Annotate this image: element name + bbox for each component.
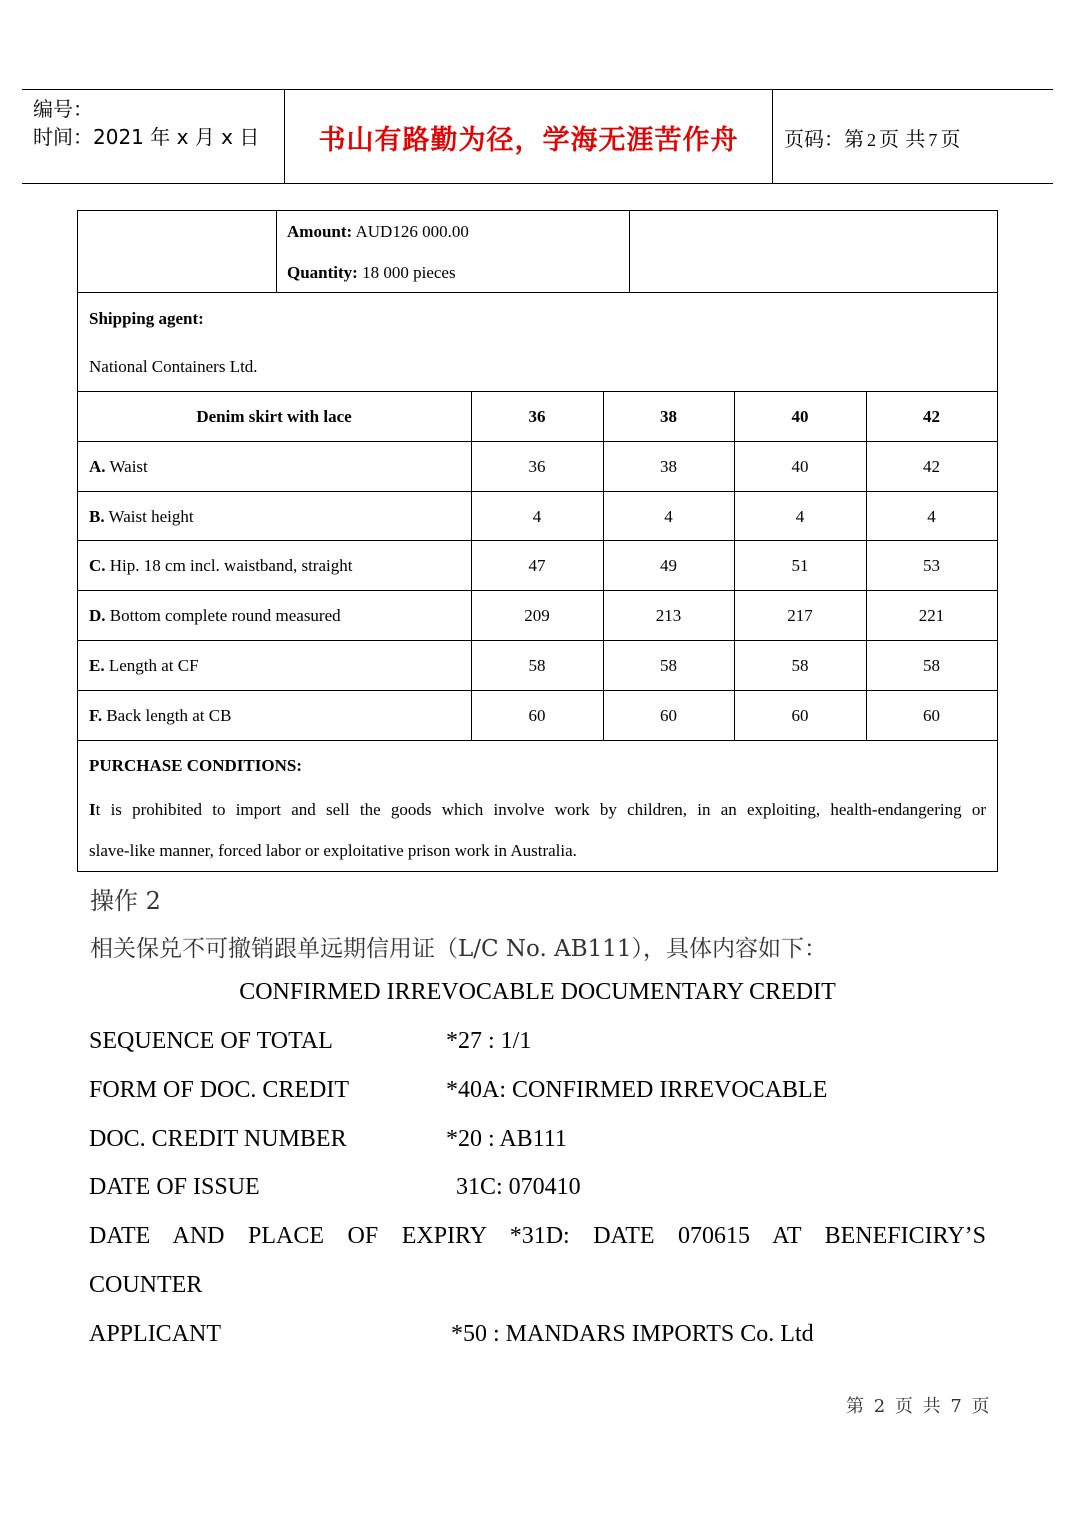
measurement-value: 60: [923, 706, 940, 725]
measurement-value: 60: [791, 706, 809, 725]
purchase-conditions-line2: slave-like manner, forced labor or exploitative prison work in Australia.: [89, 841, 577, 860]
field-value: *50 : MANDARS IMPORTS Co. Ltd: [451, 1321, 814, 1347]
size-header: 42: [923, 407, 940, 426]
measurement-value: 51: [791, 556, 809, 575]
size-header: 36: [528, 407, 546, 426]
measurement-value: 38: [660, 457, 677, 476]
measurement-value: 4: [927, 507, 936, 526]
field-label: DATE OF ISSUE: [89, 1174, 260, 1200]
field-label: FORM OF DOC. CREDIT: [89, 1077, 350, 1103]
header-meta: [22, 90, 284, 183]
quantity-line: [287, 263, 456, 283]
measurement-value: 209: [524, 606, 550, 625]
measurement-value: 221: [918, 606, 945, 625]
measurement-code: A.: [89, 457, 106, 476]
purchase-first-letter: I: [89, 800, 96, 819]
measurement-label: [89, 706, 231, 726]
measurement-value: 58: [660, 656, 677, 675]
measurement-value: 58: [923, 656, 940, 675]
amount-value: AUD126 000.00: [355, 222, 469, 241]
field-label: DOC. CREDIT NUMBER: [89, 1126, 347, 1152]
size-header: 38: [660, 407, 677, 426]
purchase-conditions-line1: [89, 800, 986, 820]
purchase-conditions-heading: PURCHASE CONDITIONS:: [89, 756, 302, 775]
measurement-name: Hip. 18 cm incl. waistband, straight: [109, 556, 353, 575]
measurement-value: 47: [528, 556, 546, 575]
measurement-value: 58: [791, 656, 809, 675]
measurement-value: 40: [791, 457, 809, 476]
page-footer: 第 2 页 共 7 页: [846, 1396, 992, 1417]
measurement-name: Bottom complete round measured: [109, 606, 341, 625]
field-value: *20 : AB111: [446, 1126, 567, 1152]
page-mid: 页 共: [879, 127, 926, 151]
measurement-name: Waist height: [108, 507, 194, 526]
measurement-label: [89, 507, 194, 527]
field-label: SEQUENCE OF TOTAL: [89, 1028, 333, 1054]
measurement-value: 217: [787, 606, 813, 625]
measurement-name: Waist: [109, 457, 148, 476]
order-table: [77, 210, 998, 872]
measurement-name: Back length at CB: [106, 706, 232, 725]
motto: 书山有路勤为径，学海无涯苦作舟: [318, 125, 739, 156]
measurement-value: 4: [664, 507, 673, 526]
amount-label: Amount:: [287, 222, 353, 241]
measurement-label: [89, 556, 352, 576]
measurement-code: B.: [89, 507, 105, 526]
size-header: 40: [791, 407, 809, 426]
field-value: *27 : 1/1: [446, 1028, 532, 1054]
field-value: 31C: 070410: [456, 1174, 581, 1200]
measurement-code: C.: [89, 556, 106, 575]
measurement-label: [89, 606, 341, 626]
size-table-title: Denim skirt with lace: [196, 407, 352, 426]
measurement-value: 36: [528, 457, 546, 476]
measurement-value: 213: [655, 606, 682, 625]
page-suffix: 页: [940, 127, 961, 151]
shipping-agent-value: National Containers Ltd.: [89, 357, 258, 376]
purchase-line1-text: t is prohibited to import and sell the goods which involve work by children, in an exploiting, health-endangering or: [95, 800, 986, 819]
operation-title: 操作 2: [90, 887, 161, 915]
measurement-value: 60: [660, 706, 677, 725]
measurement-code: D.: [89, 606, 106, 625]
page-current: 2: [867, 130, 876, 150]
measurement-label: [89, 656, 199, 676]
measurement-value: 58: [528, 656, 546, 675]
measurement-code: E.: [89, 656, 105, 675]
operation-intro: 相关保兑不可撤销跟单远期信用证（L/C No. AB111），具体内容如下：: [90, 936, 828, 962]
amount-line: [287, 222, 469, 242]
measurement-name: Length at CF: [108, 656, 199, 675]
measurement-label: [89, 457, 148, 477]
header-motto-box: [284, 90, 773, 183]
measurement-value: 4: [795, 507, 805, 526]
field-value: *40A: CONFIRMED IRREVOCABLE: [446, 1077, 828, 1103]
quantity-value: 18 000 pieces: [362, 263, 456, 282]
measurement-value: 49: [660, 556, 677, 575]
number-label: 编号：: [33, 97, 93, 121]
page-header: [22, 89, 1053, 184]
time-label: 时间：2021 年 x 月 x 日: [33, 125, 260, 149]
field-label-expiry: DATE AND PLACE OF EXPIRY *31D: DATE 070615 AT BENEFICIRY’S: [89, 1223, 986, 1249]
credit-title: CONFIRMED IRREVOCABLE DOCUMENTARY CREDIT: [239, 979, 836, 1005]
field-value-expiry: COUNTER: [89, 1272, 203, 1298]
measurement-value: 42: [923, 457, 940, 476]
field-label: APPLICANT: [89, 1321, 222, 1347]
measurement-value: 53: [923, 556, 940, 575]
page-prefix: 页码：第: [784, 127, 864, 151]
shipping-agent-label: Shipping agent:: [89, 309, 204, 328]
measurement-code: F.: [89, 706, 103, 725]
page-total: 7: [928, 130, 938, 150]
measurement-value: 60: [528, 706, 546, 725]
page-indicator: [784, 123, 960, 152]
measurement-value: 4: [532, 507, 542, 526]
quantity-label: Quantity:: [287, 263, 358, 282]
